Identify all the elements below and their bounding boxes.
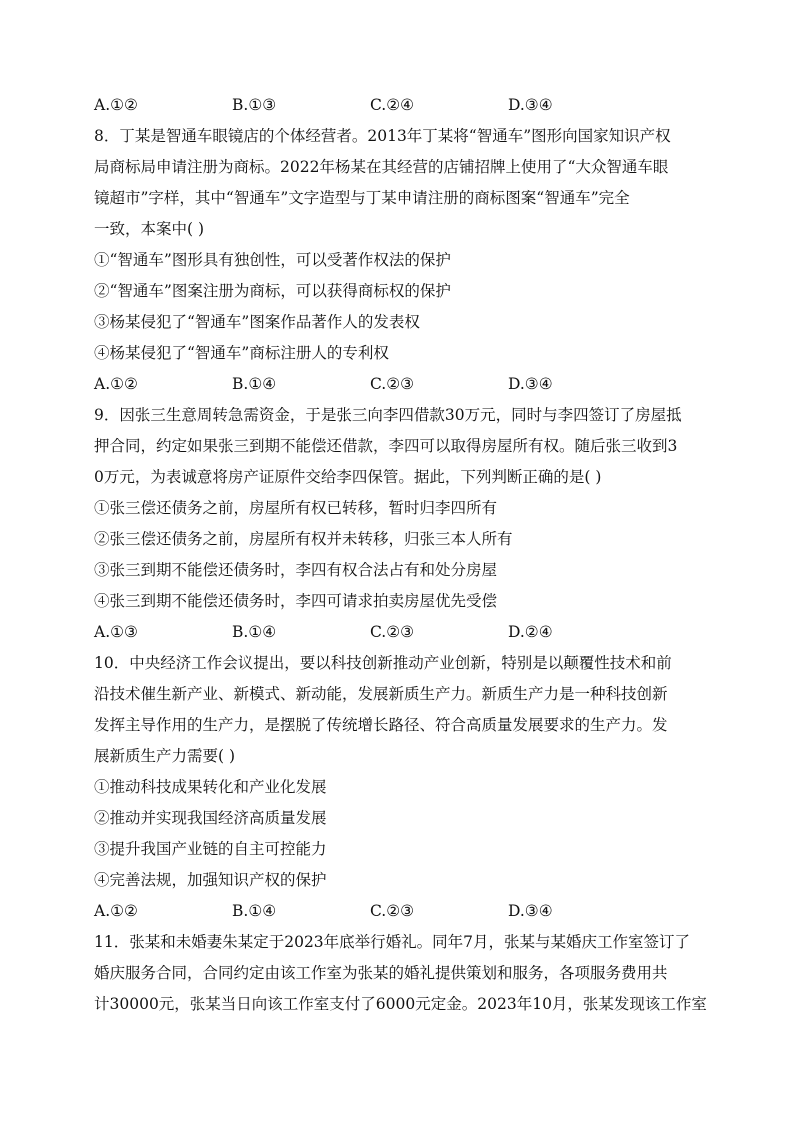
q8-stem-line: 8．丁某是智通车眼镜店的个体经营者。2013年丁某将“智通车”图形向国家知识产权 [94, 127, 671, 145]
question-8 [94, 121, 714, 400]
q10-option-b[interactable]: B.①④ [232, 902, 277, 920]
q9-option-d[interactable]: D.②④ [508, 623, 553, 641]
q9-stem-line: 押合同，约定如果张三到期不能偿还借款，李四可以取得房屋所有权。随后张三收到3 [94, 437, 678, 455]
question-9 [94, 400, 714, 648]
q10-stem-line: 10．中央经济工作会议提出，要以科技创新推动产业创新，特别是以颠覆性技术和前 [94, 654, 672, 672]
q10-option-c[interactable]: C.②③ [370, 902, 415, 920]
q7-option-d[interactable]: D.③④ [508, 96, 553, 114]
q10-stem-line: 展新质生产力需要( ) [94, 747, 236, 765]
q8-stem-line: 镜超市”字样，其中“智通车”文字造型与丁某申请注册的商标图案“智通车”完全 [94, 189, 630, 207]
q9-item: ①张三偿还债务之前，房屋所有权已转移，暂时归李四所有 [94, 499, 498, 517]
q9-stem-line: 9．因张三生意周转急需资金，于是张三向李四借款30万元，同时与李四签订了房屋抵 [94, 406, 682, 424]
q7-options [94, 90, 714, 121]
q11-stem-line: 婚庆服务合同，合同约定由该工作室为张某的婚礼提供策划和服务，各项服务费用共 [94, 964, 668, 982]
q7-option-b[interactable]: B.①③ [232, 96, 277, 114]
q9-option-b[interactable]: B.①④ [232, 623, 277, 641]
q8-option-d[interactable]: D.③④ [508, 375, 553, 393]
q8-options [94, 369, 714, 400]
q9-option-c[interactable]: C.②③ [370, 623, 415, 641]
q10-item: ④完善法规，加强知识产权的保护 [94, 871, 327, 889]
q7-option-c[interactable]: C.②④ [370, 96, 415, 114]
q10-option-a[interactable]: A.①② [94, 902, 138, 920]
q8-item: ④杨某侵犯了“智通车”商标注册人的专利权 [94, 344, 389, 362]
q8-option-c[interactable]: C.②③ [370, 375, 415, 393]
q8-item: ②“智通车”图案注册为商标，可以获得商标权的保护 [94, 282, 451, 300]
q9-item: ②张三偿还债务之前，房屋所有权并未转移，归张三本人所有 [94, 530, 513, 548]
q9-options [94, 617, 714, 648]
question-10 [94, 648, 714, 927]
q10-item: ③提升我国产业链的自主可控能力 [94, 840, 327, 858]
q7-option-a[interactable]: A.①② [94, 96, 138, 114]
q10-options [94, 896, 714, 927]
q11-stem-line: 计30000元，张某当日向该工作室支付了6000元定金。2023年10月，张某发现该工作室 [94, 995, 707, 1013]
q11-stem-line: 11．张某和未婚妻朱某定于2023年底举行婚礼。同年7月，张某与某婚庆工作室签订了 [94, 933, 691, 951]
q9-item: ④张三到期不能偿还债务时，李四可请求拍卖房屋优先受偿 [94, 592, 498, 610]
q10-stem-line: 发挥主导作用的生产力，是摆脱了传统增长路径、符合高质量发展要求的生产力。发 [94, 716, 668, 734]
q9-item: ③张三到期不能偿还债务时，李四有权合法占有和处分房屋 [94, 561, 498, 579]
q9-option-a[interactable]: A.①③ [94, 623, 138, 641]
q10-stem-line: 沿技术催生新产业、新模式、新动能，发展新质生产力。新质生产力是一种科技创新 [94, 685, 668, 703]
q8-item: ③杨某侵犯了“智通车”图案作品著作人的发表权 [94, 313, 420, 331]
q8-item: ①“智通车”图形具有独创性，可以受著作权法的保护 [94, 251, 451, 269]
q8-option-a[interactable]: A.①② [94, 375, 138, 393]
q8-stem-line: 局商标局申请注册为商标。2022年杨某在其经营的店铺招牌上使用了“大众智通车眼 [94, 158, 669, 176]
q10-item: ②推动并实现我国经济高质量发展 [94, 809, 327, 827]
document-page [94, 90, 714, 1020]
q10-item: ①推动科技成果转化和产业化发展 [94, 778, 327, 796]
q8-stem-line: 一致，本案中( ) [94, 220, 205, 238]
q8-option-b[interactable]: B.①④ [232, 375, 277, 393]
q9-stem-line: 0万元，为表诚意将房产证原件交给李四保管。据此，下列判断正确的是( ) [94, 468, 602, 486]
q10-option-d[interactable]: D.③④ [508, 902, 553, 920]
question-11 [94, 927, 714, 1020]
